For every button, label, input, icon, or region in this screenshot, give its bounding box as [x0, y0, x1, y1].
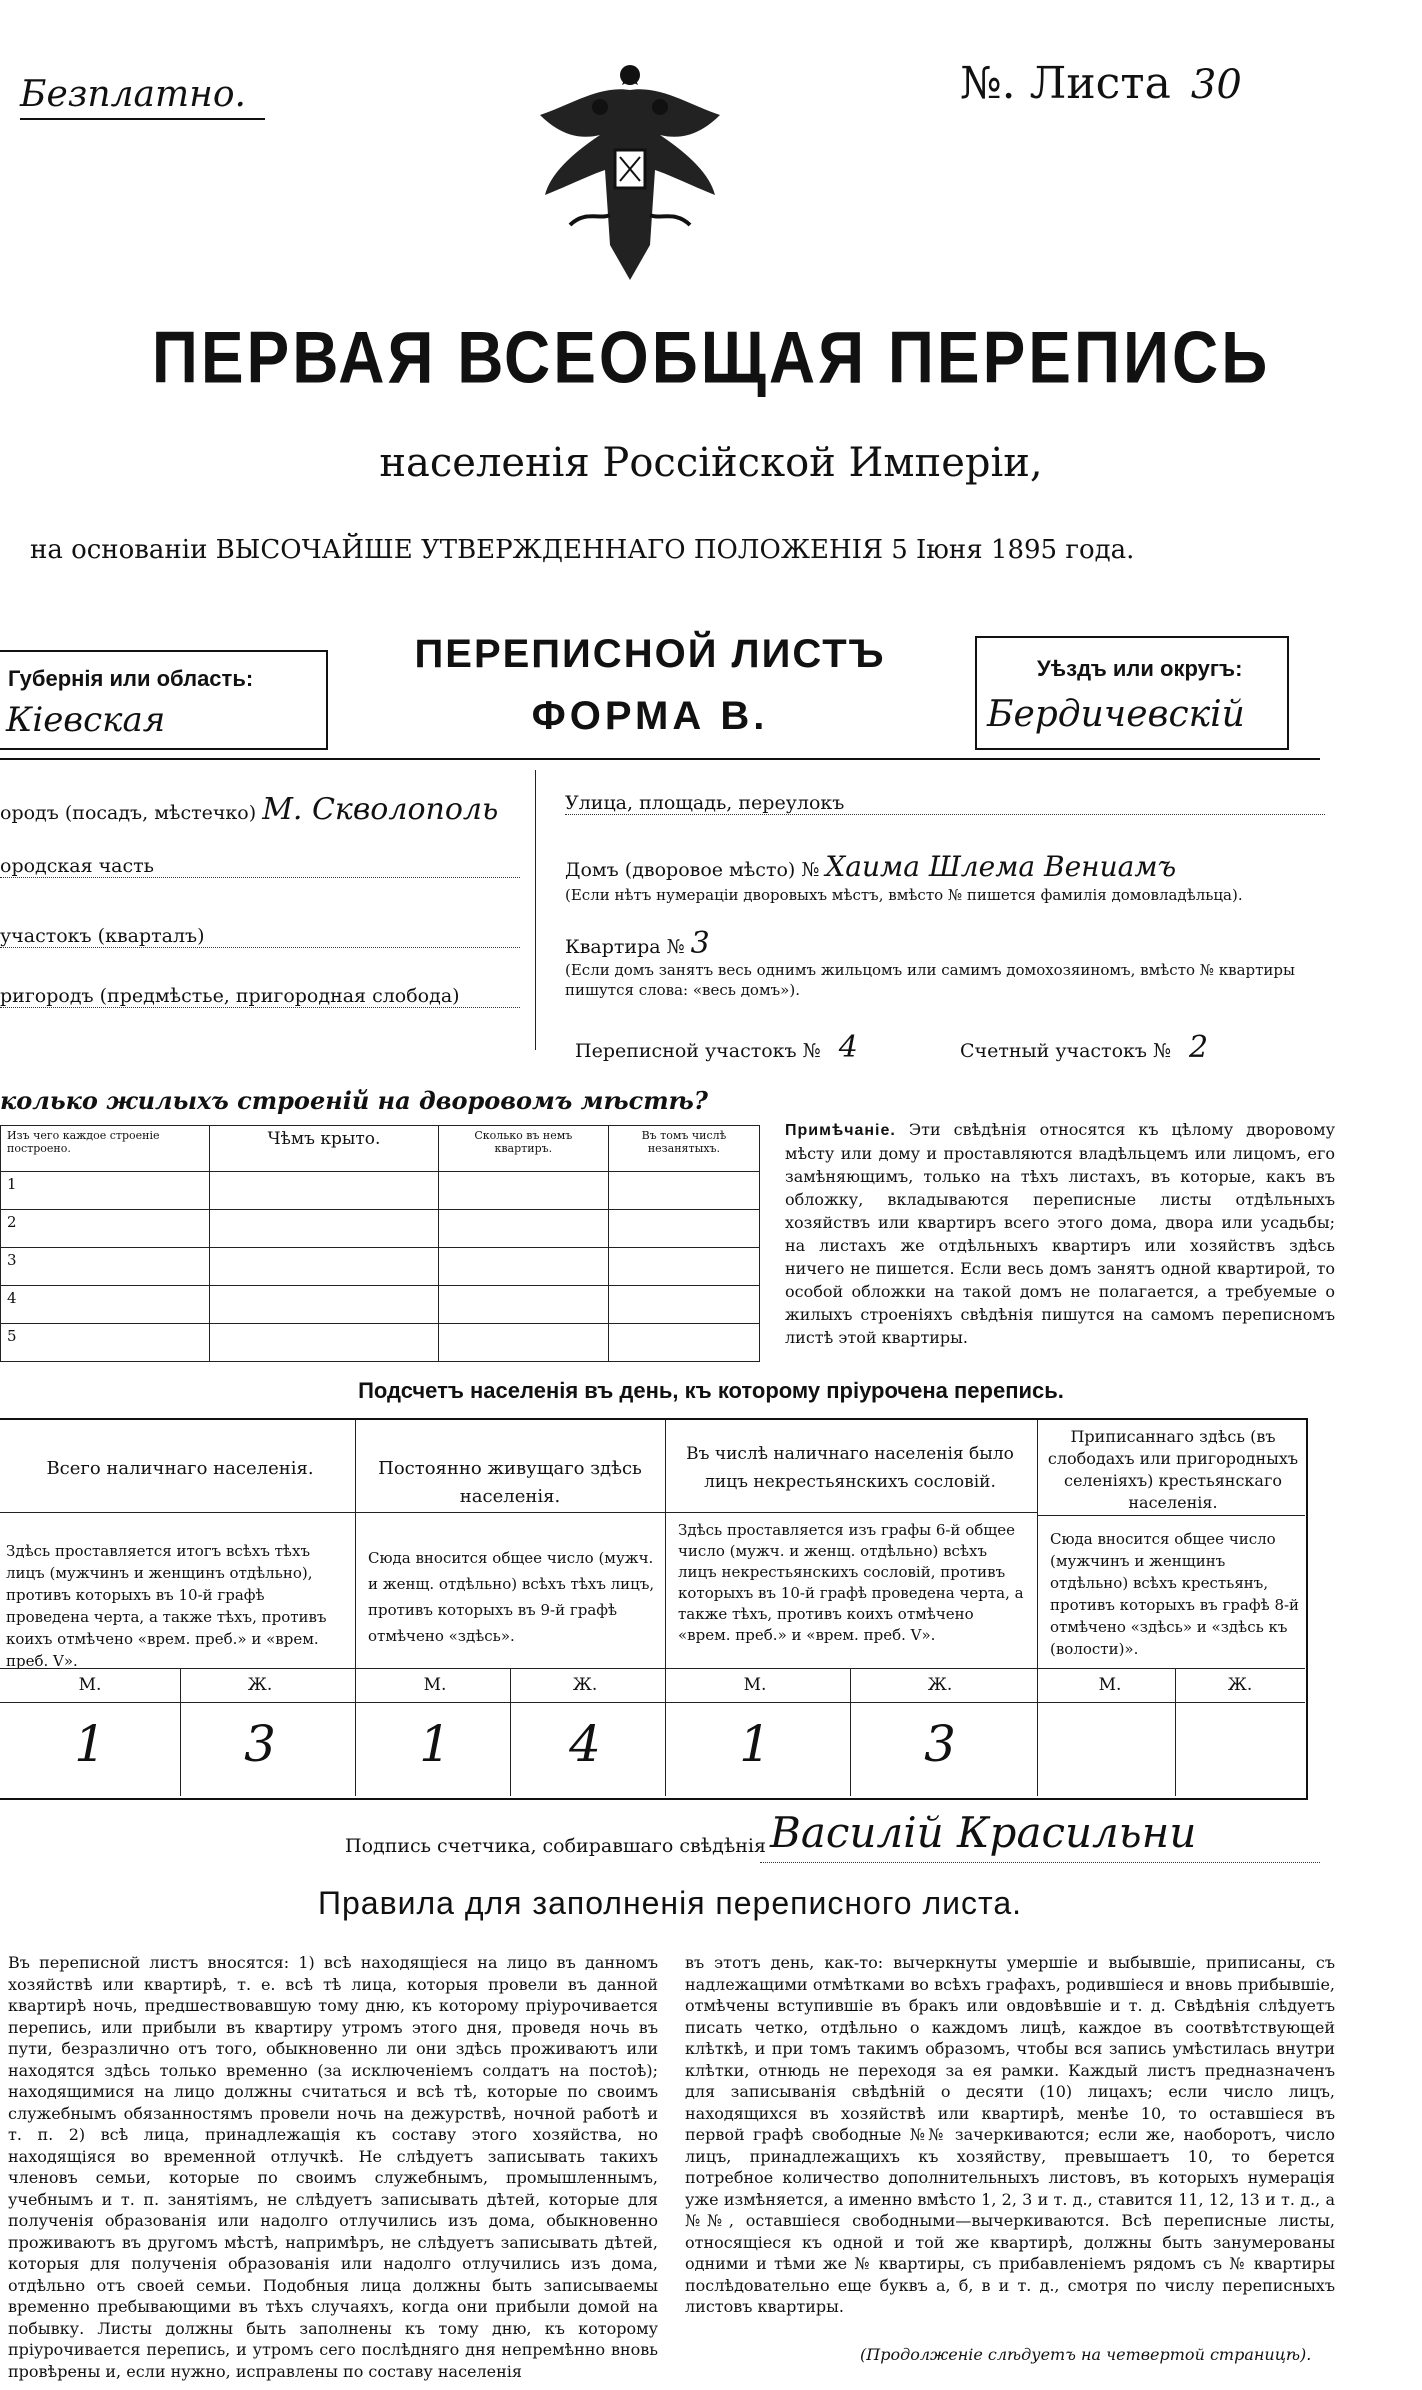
house-row — [565, 850, 1325, 883]
count-col2-header: Постоянно живущаго здѣсь населенія. — [378, 1458, 642, 1507]
signature-label: Подпись счетчика, собиравшаго свѣдѣнія — [345, 1835, 766, 1857]
buildings-row-num: 5 — [1, 1324, 210, 1362]
house-value: Хаима Шлема Вениамъ — [825, 850, 1177, 883]
gubernia-value: Кіевская — [6, 700, 166, 740]
count-area-value: 2 — [1189, 1030, 1209, 1065]
form-title: ФОРМА В. — [531, 694, 769, 738]
buildings-cell — [608, 1172, 759, 1210]
district-label: участокъ (кварталъ) — [0, 925, 205, 947]
buildings-cell — [438, 1172, 608, 1210]
count-col1-f-value: 3 — [244, 1715, 276, 1773]
count-col1-m-label: М. — [78, 1675, 102, 1695]
count-col1-header: Всего наличнаго населенія. — [46, 1458, 314, 1479]
buildings-row-num: 3 — [1, 1248, 210, 1286]
buildings-cell — [438, 1324, 608, 1362]
count-col1-m-value: 1 — [74, 1715, 106, 1773]
count-col2-f-label: Ж. — [572, 1675, 598, 1695]
buildings-cell — [210, 1286, 439, 1324]
uezd-box — [975, 636, 1289, 750]
sheet-title: ПЕРЕПИСНОЙ ЛИСТЪ — [414, 632, 886, 676]
count-col1-desc: Здѣсь проставляется итогъ всѣхъ тѣхъ лицъ (мужчинъ и женщинъ отдѣльно), противъ которыхъ въ 10-й графѣ проведена черта, а также тѣхъ, противъ коихъ отмѣчено «врем. преб.» и «врем. преб. V». — [6, 1542, 327, 1670]
sheet-number — [960, 58, 1242, 109]
count-col2-f-value: 4 — [569, 1715, 601, 1773]
count-col3-m-label: М. — [743, 1675, 767, 1695]
uezd-value: Бердичевскій — [987, 694, 1245, 735]
buildings-cell — [608, 1324, 759, 1362]
buildings-cell — [608, 1286, 759, 1324]
count-col2-desc: Сюда вносится общее число (мужч. и женщ. отдѣльно) всѣхъ тѣхъ лицъ, противъ которыхъ въ 9-й графѣ отмѣчено «здѣсь». — [368, 1549, 655, 1645]
suburb-label: ригородъ (предмѣстье, пригородная слобода) — [0, 985, 460, 1007]
census-title: ПЕРВАЯ ВСЕОБЩАЯ ПЕРЕПИСЬ — [151, 315, 1271, 399]
apartment-row — [565, 926, 1065, 961]
address-divider — [535, 770, 536, 1050]
buildings-header-material: Изъ чего каждое строеніе построено. — [1, 1126, 210, 1172]
rules-right-column: въ этотъ день, как-то: вычеркнуты умершіе и выбывшіе, приписаны, съ надлежащими отмѣтками во всѣхъ графахъ, родившіеся и вновь прибывшіе, отмѣчены вступившіе въ бракъ или овдовѣвшіе и т. д. Свѣдѣнія слѣдуетъ писать четко, отдѣльно о каждомъ лицѣ, каждое въ соотвѣтствующей клѣткѣ, и при томъ такимъ образомъ, чтобы вся запись умѣстилась внутри клѣтки, отнюдь не переходя за ея рамки. Каждый листъ предназначенъ для записыванія свѣдѣній о десяти (10) лицахъ; если число лицъ, находящихся въ хозяйствѣ или квартирѣ, менѣе 10, то оставшіеся въ первой графѣ свободные №№ зачеркиваются; если же, наоборотъ, число лицъ, принадлежащихъ къ хозяйству, превышаетъ 10, то берется потребное количество дополнительныхъ листовъ, въ которыхъ нумерація уже измѣняется, а именно вмѣсто 1, 2, 3 и т. д., ставится 11, 12, 13 и т. д., а №№, оставшіеся свободными—вычеркиваются. Всѣ переписные листы, относящіеся къ одной и той же квартирѣ, должны быть занумерованы одними и тѣми же № квартиры, съ прибавленіемъ рядомъ съ № квартиры послѣдовательно еще буквъ а, б, в и т. д., смотря по числу переписныхъ листовъ квартиры. — [685, 1953, 1335, 2316]
double-eagle-emblem-icon — [530, 45, 730, 290]
buildings-cell — [210, 1324, 439, 1362]
buildings-header-apartments: Сколько въ немъ квартиръ. — [438, 1126, 608, 1172]
note-text: Эти свѣдѣнія относятся къ цѣлому дворовому мѣсту или дому и проставляются владѣльцемъ или лицомъ, его замѣняющимъ, только на тѣхъ листахъ, въ которые, какъ въ обложку, вкладываются переписные листы отдѣльныхъ хозяйствъ или квартиръ всего этого дома, двора или усадьбы; на листахъ же отдѣльныхъ квартиръ или хозяйствъ здѣсь ничего не пишется. Если весь домъ занятъ одной квартирой, то особой обложки на такой домъ не полагается, а требуемые о жилыхъ строеніяхъ свѣдѣнія пишутся на самомъ переписномъ листѣ этой квартиры. — [785, 1120, 1336, 1347]
buildings-header-roof: Чѣмъ крыто. — [210, 1126, 439, 1172]
city-label: ородъ (посадъ, мѣстечко) — [0, 802, 257, 824]
free-underline — [20, 118, 265, 120]
count-col3-desc: Здѣсь проставляется изъ графы 6-й общее число (мужч. и женщ. отдѣльно) всѣхъ лицъ некрестьянскихъ сословій, противъ которыхъ въ 10-й графѣ проведена черта, а также тѣхъ, противъ коихъ отмѣчено «врем. преб.» и «врем. преб. V». — [678, 1521, 1024, 1644]
rules-title: Правила для заполненія переписного листа. — [318, 1885, 1022, 1921]
house-note: (Если нѣтъ нумераціи дворовыхъ мѣстъ, вмѣсто № пишется фамилія домовладѣльца). — [565, 886, 1243, 904]
census-area-row — [575, 1030, 858, 1065]
buildings-question: колько жилыхъ строеній на дворовомъ мѣстѣ? — [0, 1086, 708, 1115]
count-col4-header: Приписаннаго здѣсь (въ слободахъ или пригородныхъ селеніяхъ) крестьянскаго населенія. — [1047, 1427, 1299, 1512]
city-part-row — [0, 855, 520, 878]
count-col4-f-label: Ж. — [1227, 1675, 1253, 1695]
count-hline-header — [0, 1512, 1037, 1513]
count-hline-values — [0, 1702, 1305, 1703]
sheet-number-value: 30 — [1190, 62, 1242, 108]
count-col3-header: Въ числѣ наличнаго населенія было лицъ некрестьянскихъ сословій. — [686, 1444, 1014, 1492]
signature-line — [760, 1862, 1320, 1863]
apartment-label: Квартира № — [565, 936, 685, 958]
buildings-row-num: 4 — [1, 1286, 210, 1324]
buildings-row-num: 1 — [1, 1172, 210, 1210]
count-hline-header-4 — [1037, 1515, 1305, 1516]
count-vline-mf-3 — [850, 1668, 851, 1796]
street-row — [565, 792, 1325, 815]
count-vline-mf-4 — [1175, 1668, 1176, 1796]
apartment-note: (Если домъ занятъ весь однимъ жильцомъ или самимъ домохозяиномъ, вмѣсто № квартиры пишутся слова: «весь домъ»). — [565, 961, 1295, 999]
uezd-label: Уѣздъ или округъ: — [1037, 656, 1243, 681]
count-col3-m-value: 1 — [739, 1715, 771, 1773]
count-vline-1 — [355, 1420, 356, 1796]
buildings-table — [0, 1125, 760, 1362]
district-row — [0, 925, 520, 948]
count-area-row — [960, 1030, 1208, 1065]
buildings-cell — [608, 1210, 759, 1248]
count-area-label: Счетный участокъ № — [960, 1040, 1171, 1062]
note-block — [785, 1118, 1335, 1349]
buildings-cell — [438, 1210, 608, 1248]
rules-continued: (Продолженіе слѣдуетъ на четвертой страницѣ). — [860, 2345, 1312, 2364]
count-vline-2 — [665, 1420, 666, 1796]
census-basis: на основаніи ВЫСОЧАЙШЕ УТВЕРЖДЕННАГО ПОЛОЖЕНІЯ 5 Іюня 1895 года. — [30, 535, 1135, 565]
count-vline-3 — [1037, 1420, 1038, 1796]
buildings-cell — [210, 1210, 439, 1248]
sheet-number-label: №. Листа — [960, 58, 1171, 109]
count-col1-f-label: Ж. — [247, 1675, 273, 1695]
count-col4-desc: Сюда вносится общее число (мужчинъ и женщинъ отдѣльно) всѣхъ крестьянъ, противъ которыхъ въ графѣ 8-й отмѣчено «здѣсь» и «здѣсь къ (волости)». — [1050, 1530, 1300, 1658]
count-vline-mf-2 — [510, 1668, 511, 1796]
city-part-label: ородская часть — [0, 855, 154, 877]
count-vline-mf-1 — [180, 1668, 181, 1796]
buildings-cell — [210, 1248, 439, 1286]
count-col2-m-label: М. — [423, 1675, 447, 1695]
header-rule — [0, 758, 1320, 760]
house-label: Домъ (дворовое мѣсто) № — [565, 859, 820, 881]
census-area-label: Переписной участокъ № — [575, 1040, 821, 1062]
buildings-row-num: 2 — [1, 1210, 210, 1248]
signature-value: Василій Красильни — [770, 1808, 1197, 1857]
suburb-row — [0, 985, 520, 1008]
city-value: М. Скволополь — [262, 792, 499, 827]
buildings-cell — [438, 1286, 608, 1324]
count-title: Подсчетъ населенія въ день, къ которому пріурочена перепись. — [358, 1378, 1064, 1403]
count-col2-m-value: 1 — [419, 1715, 451, 1773]
census-area-value: 4 — [838, 1030, 858, 1065]
rules-left-column: Въ переписной листъ вносятся: 1) всѣ находящіеся на лицо въ данномъ хозяйствѣ или квартирѣ, т. е. всѣ тѣ лица, которыя провели въ данной квартирѣ ночь, предшествовавшую тому дню, къ которому пріурочивается перепись, или прибыли въ квартиру утромъ этого дня, проведя ночь въ пути, безразлично отъ того, обыкновенно ли они здѣсь проживаютъ или находятся здѣсь только временно (за исключеніемъ солдатъ на постоѣ); находящимися на лицо должны считаться и всѣ тѣ, которые по своимъ служебнымъ обязанностямъ провели ночь на дежурствѣ, ночной работѣ и т. п. 2) всѣ лица, принадлежащія къ составу этого хозяйства, но находящіяся во временной отлучкѣ. Не слѣдуетъ записывать такихъ членовъ семьи, которые по своимъ служебнымъ, промышленнымъ, учебнымъ и т. п. занятіямъ, не слѣдуетъ записывать дѣтей, которые для полученія образованія или надолго отлучились изъ дома, обыкновенно проживаютъ въ другомъ мѣстѣ, напримѣръ, не слѣдуетъ записывать дѣтей, которыя для полученія образованія или надолго отлучились изъ дома, отдѣльно отъ своей семьи. Подобныя лица должны быть записываемы временно пребывающими въ тѣхъ случаяхъ, когда они прибыли домой на побывку. Листы должны быть заполнены къ тому дню, къ которому пріурочивается перепись, и утромъ сего послѣдняго дня непремѣнно вновь провѣрены и, если нужно, исправлены по составу населенія — [8, 1953, 658, 2381]
count-col3-f-label: Ж. — [927, 1675, 953, 1695]
street-label: Улица, площадь, переулокъ — [565, 792, 845, 814]
buildings-cell — [438, 1248, 608, 1286]
free-label: Безплатно. — [20, 74, 246, 115]
buildings-header-vacant: Въ томъ числѣ незанятыхъ. — [608, 1126, 759, 1172]
census-subtitle: населенія Россійской Имперіи, — [379, 440, 1043, 486]
apartment-value: 3 — [690, 926, 710, 961]
gubernia-box — [0, 650, 328, 750]
count-col3-f-value: 3 — [924, 1715, 956, 1773]
count-hline-mf — [0, 1668, 1305, 1669]
note-title: Примѣчаніе. — [785, 1122, 896, 1139]
buildings-cell — [608, 1248, 759, 1286]
count-col4-m-label: М. — [1098, 1675, 1122, 1695]
city-row — [0, 792, 530, 827]
buildings-cell — [210, 1172, 439, 1210]
gubernia-label: Губернія или область: — [8, 666, 254, 691]
